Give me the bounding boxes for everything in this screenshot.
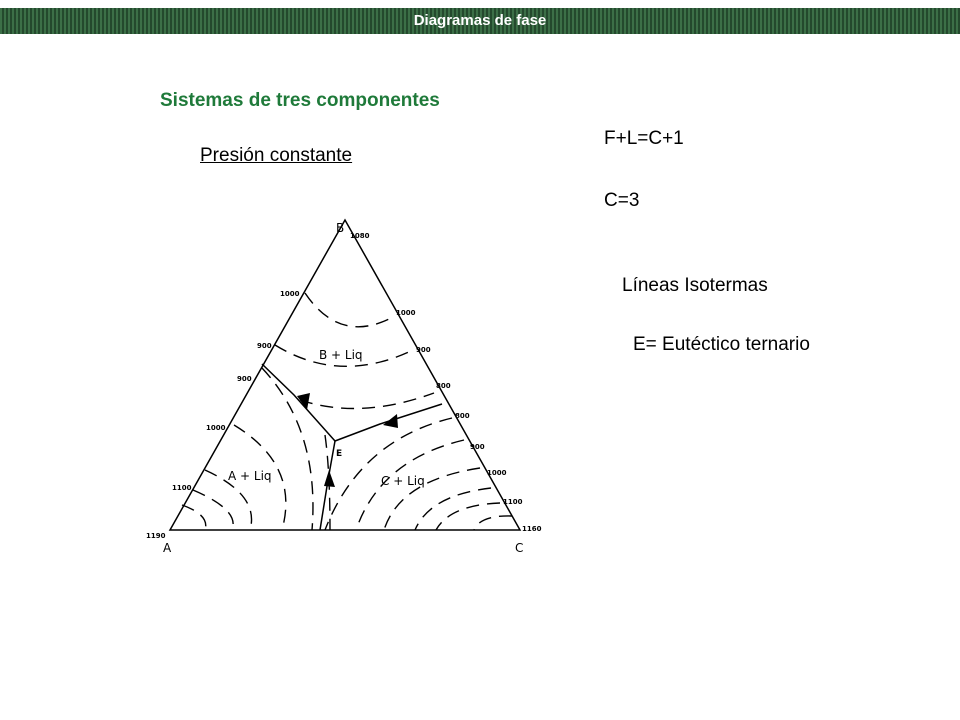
arrow-bc (383, 414, 398, 428)
isotherm-a-900 (262, 368, 313, 530)
right-temp-3: 800 (436, 382, 451, 390)
right-temp-4: 800 (455, 412, 470, 420)
right-temp-7: 1100 (503, 498, 523, 506)
vertex-b-label: B (336, 221, 345, 235)
region-a-liq: A + Liq (228, 469, 272, 483)
isotherm-a-1150 (182, 505, 206, 530)
isotherm-c-1000 (415, 488, 491, 530)
region-c-liq: C + Liq (381, 474, 425, 488)
eutectic-note: E= Eutéctico ternario (633, 334, 810, 355)
isotherm-b-800 (300, 393, 434, 409)
header-title: Diagramas de fase (413, 12, 547, 29)
left-temp-1: 1000 (280, 290, 300, 298)
temp-b-vertex: 1080 (350, 232, 370, 240)
triangle-outline (170, 220, 520, 530)
vertex-a-label: A (163, 541, 172, 555)
isotherm-c-1050 (436, 503, 500, 530)
isotherm-a-1100 (193, 490, 233, 530)
region-b-liq: B + Liq (319, 348, 363, 362)
components-equation: C=3 (604, 190, 640, 211)
isotherms-note: Líneas Isotermas (622, 275, 768, 296)
eutectic-point-label: E (336, 449, 343, 459)
right-temp-2: 900 (416, 346, 431, 354)
isotherm-b-1000 (305, 293, 393, 327)
left-temp-4: 1000 (206, 424, 226, 432)
left-temp-5: 1100 (172, 484, 192, 492)
phase-rule-equation: F+L=C+1 (604, 128, 684, 149)
right-temp-1: 1000 (396, 309, 416, 317)
vertex-c-label: C (515, 541, 524, 555)
section-title: Sistemas de tres componentes (160, 90, 440, 111)
cotectic-lines (262, 364, 442, 530)
left-temp-3: 900 (237, 375, 252, 383)
right-temp-5: 900 (470, 443, 485, 451)
arrow-ac (324, 470, 335, 487)
cotectic-arrows (297, 393, 398, 487)
temp-c-vertex: 1160 (522, 525, 542, 533)
temp-a-vertex: 1190 (146, 532, 166, 540)
left-temp-2: 900 (257, 342, 272, 350)
subtitle: Presión constante (200, 145, 353, 166)
isotherm-c-1100 (474, 516, 512, 530)
right-temp-6: 1000 (487, 469, 507, 477)
cotectic-ab (262, 364, 335, 441)
